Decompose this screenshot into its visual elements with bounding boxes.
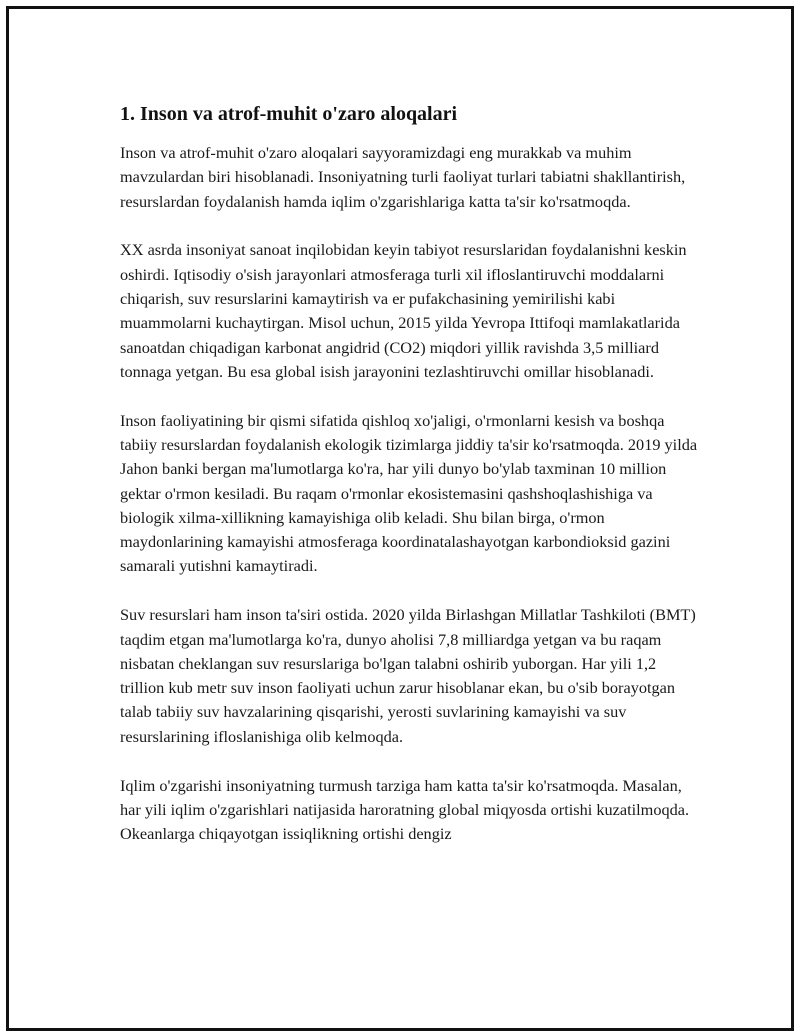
- paragraph-3: Inson faoliyatining bir qismi sifatida qishloq xo'jaligi, o'rmonlarni kesish va boshqa tabiiy resurslardan foydalanish ekologik tizimlarga jiddiy ta'sir ko'rsatmoqda. 2019 yilda Jahon banki bergan ma'lumotlarga ko'ra, har yili dunyo bo'ylab taxminan 10 million gektar o'rmon kesiladi. Bu raqam o'rmonlar ekosistemasini qashshoqlashishiga va biologik xilma-xillikning kamayishiga olib keladi. Shu bilan birga, o'rmon maydonlarining kamayishi atmosferaga koordinatalashayotgan karbondioksid gazini samarali yutishni kamaytiradi.: [120, 410, 698, 576]
- paragraph-1: Inson va atrof-muhit o'zaro aloqalari sayyoramizdagi eng murakkab va muhim mavzulardan biri hisoblanadi. Insoniyatning turli faoliyat turlari tabiatni shakllantirish, resurslardan foydalanish hamda iqlim o'zgarishlariga katta ta'sir ko'rsatmoqda.: [120, 143, 686, 211]
- document-body: [120, 101, 700, 871]
- page-frame: [6, 6, 794, 1031]
- paragraph-5: Iqlim o'zgarishi insoniyatning turmush tarziga ham katta ta'sir ko'rsatmoqda. Masalan, har yili iqlim o'zgarishlari natijasida haroratning global miqyosda ortishi kuzatilmoqda. Okeanlarga chiqayotgan issiqlikning ortishi dengiz: [120, 775, 690, 844]
- paragraph-2: XX asrda insoniyat sanoat inqilobidan keyin tabiyot resurslaridan foydalanishni keskin oshirdi. Iqtisodiy o'sish jarayonlari atmosferaga turli xil ifloslantiruvchi moddalarni chiqarish, suv resurslarini kamaytirish va er pufakchasining yemirilishi kabi muammolarni kuchaytirgan. Misol uchun, 2015 yilda Yevropa Ittifoqi mamlakatlarida sanoatdan chiqadigan karbonat angidrid (CO2) miqdori yillik ravishda 3,5 milliard tonnaga yetgan. Bu esa global isish jarayonini tezlashtiruvchi omillar hisoblanadi.: [120, 240, 687, 381]
- paragraph-4: Suv resurslari ham inson ta'siri ostida. 2020 yilda Birlashgan Millatlar Tashkiloti (BMT) taqdim etgan ma'lumotlarga ko'ra, dunyo aholisi 7,8 milliardga yetgan va bu raqam nisbatan cheklangan suv resurslariga bo'lgan talabni oshirib yuborgan. Har yili 1,2 trillion kub metr suv inson faoliyati uchun zarur hisoblanar ekan, bu o'sib borayotgan talab tabiiy suv havzalarining qisqarishi, yerosti suvlarining kamayishi va suv resurslarining ifloslanishiga olib kelmoqda.: [120, 605, 696, 746]
- section-heading: 1. Inson va atrof-muhit o'zaro aloqalari: [120, 103, 458, 125]
